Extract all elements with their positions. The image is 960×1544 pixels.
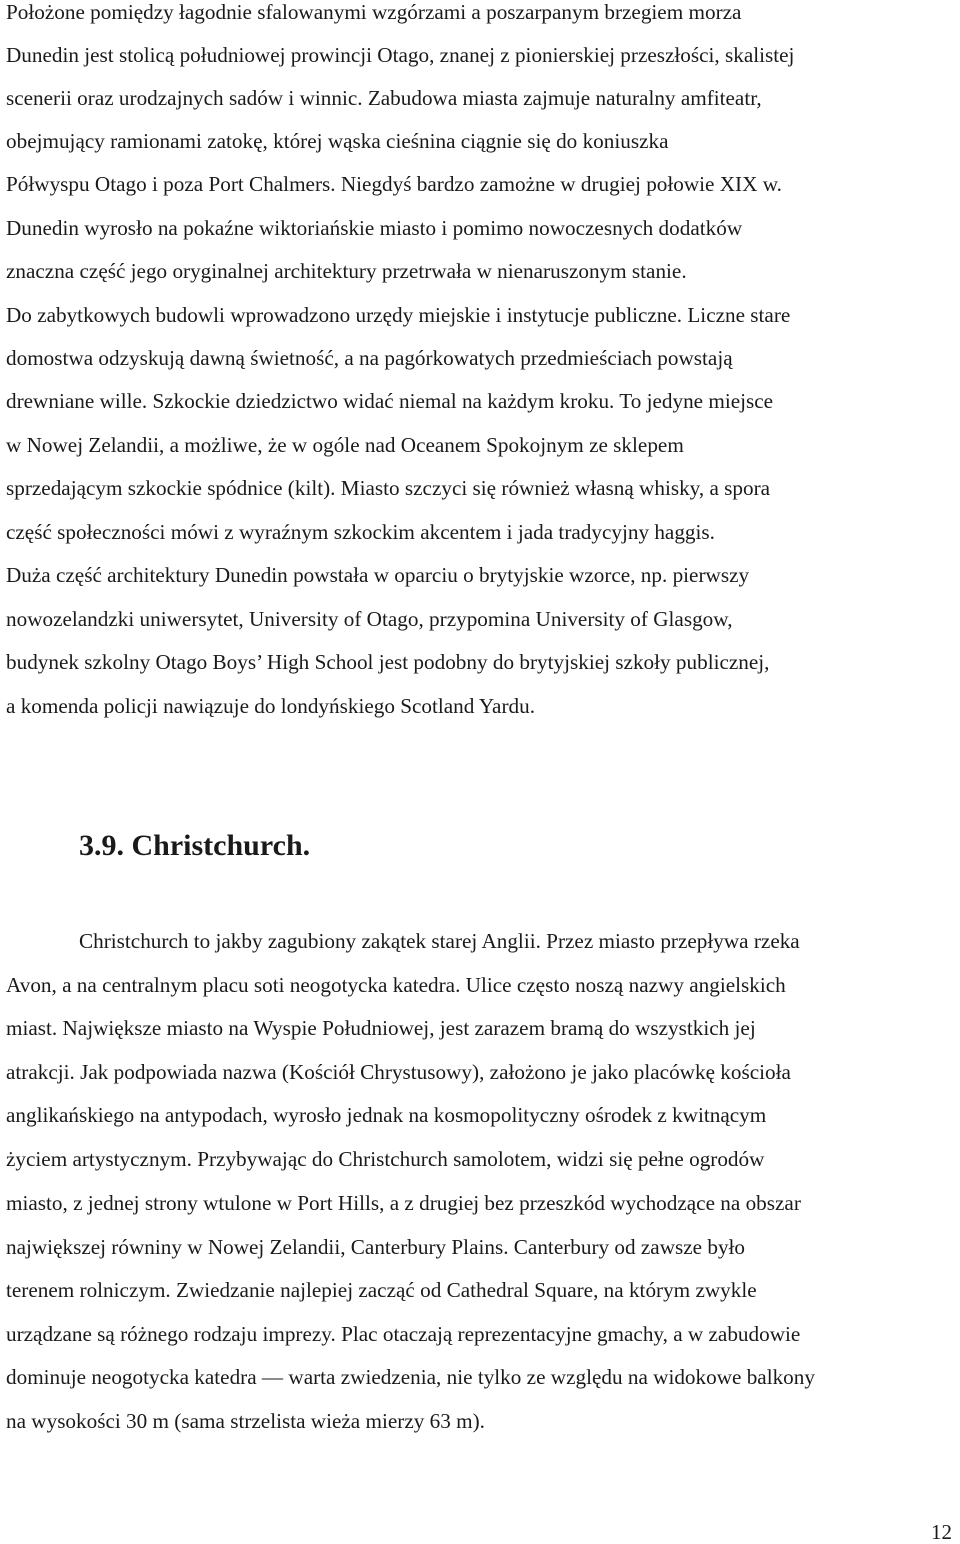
text-line: anglikańskiego na antypodach, wyrosło jednak na kosmopolityczny ośrodek z kwitnącym	[6, 1103, 767, 1127]
text-line: domostwa odzyskują dawną świetność, a na pagórkowatych przedmieściach powstają	[6, 346, 733, 370]
text-line: znaczna część jego oryginalnej architektury przetrwała w nienaruszonym stanie.	[6, 259, 687, 283]
text-line: Półwyspu Otago i poza Port Chalmers. Niegdyś bardzo zamożne w drugiej połowie XIX w.	[6, 172, 782, 196]
page-number: 12	[931, 1520, 952, 1544]
text-line: Christchurch to jakby zagubiony zakątek starej Anglii. Przez miasto przepływa rzeka	[79, 929, 800, 953]
text-line: Do zabytkowych budowli wprowadzono urzędy miejskie i instytucje publiczne. Liczne stare	[6, 303, 791, 327]
text-line: największej równiny w Nowej Zelandii, Canterbury Plains. Canterbury od zawsze było	[6, 1235, 746, 1259]
text-line: scenerii oraz urodzajnych sadów i winnic. Zabudowa miasta zajmuje naturalny amfiteatr,	[6, 86, 762, 110]
text-line: urządzane są różnego rodzaju imprezy. Plac otaczają reprezentacyjne gmachy, a w zabudowie	[6, 1322, 801, 1346]
text-line: nowozelandzki uniwersytet, University of Otago, przypomina University of Glasgow,	[6, 607, 733, 631]
text-line: sprzedającym szkockie spódnice (kilt). Miasto szczyci się również własną whisky, a spora	[6, 476, 771, 500]
text-line: Dunedin jest stolicą południowej prowincji Otago, znanej z pionierskiej przeszłości, skalistej	[6, 43, 795, 67]
text-line: terenem rolniczym. Zwiedzanie najlepiej zacząć od Cathedral Square, na którym zwykle	[6, 1278, 757, 1302]
text-line: a komenda policji nawiązuje do londyńskiego Scotland Yardu.	[6, 694, 536, 718]
text-line: atrakcji. Jak podpowiada nazwa (Kościół Chrystusowy), założono je jako placówkę kościoła	[6, 1060, 791, 1084]
text-line: budynek szkolny Otago Boys’ High School jest podobny do brytyjskiej szkoły publicznej,	[6, 650, 770, 674]
text-line: drewniane wille. Szkockie dziedzictwo widać niemal na każdym kroku. To jedyne miejsce	[6, 389, 774, 413]
section-heading: 3.9. Christchurch.	[79, 829, 311, 862]
text-line: dominuje neogotycka katedra — warta zwiedzenia, nie tylko ze względu na widokowe balkony	[6, 1365, 815, 1389]
text-line: Dunedin wyrosło na pokaźne wiktoriańskie miasto i pomimo nowoczesnych dodatków	[6, 216, 743, 240]
text-line: Duża część architektury Dunedin powstała w oparciu o brytyjskie wzorce, np. pierwszy	[6, 563, 750, 587]
text-line: Avon, a na centralnym placu soti neogotycka katedra. Ulice często noszą nazwy angielskich	[6, 973, 786, 997]
text-line: w Nowej Zelandii, a możliwe, że w ogóle nad Oceanem Spokojnym ze sklepem	[6, 433, 684, 457]
text-line: na wysokości 30 m (sama strzelista wieża mierzy 63 m).	[6, 1409, 485, 1433]
text-line: życiem artystycznym. Przybywając do Christchurch samolotem, widzi się pełne ogrodów	[6, 1147, 765, 1171]
text-line: obejmujący ramionami zatokę, której wąska cieśnina ciągnie się do koniuszka	[6, 129, 669, 153]
text-line: część społeczności mówi z wyraźnym szkockim akcentem i jada tradycyjny haggis.	[6, 520, 715, 544]
text-line: miast. Największe miasto na Wyspie Południowej, jest zarazem bramą do wszystkich jej	[6, 1016, 756, 1040]
text-line: miasto, z jednej strony wtulone w Port Hills, a z drugiej bez przeszkód wychodzące na obszar	[6, 1191, 801, 1215]
text-line: Położone pomiędzy łagodnie sfalowanymi wzgórzami a poszarpanym brzegiem morza	[6, 0, 742, 24]
